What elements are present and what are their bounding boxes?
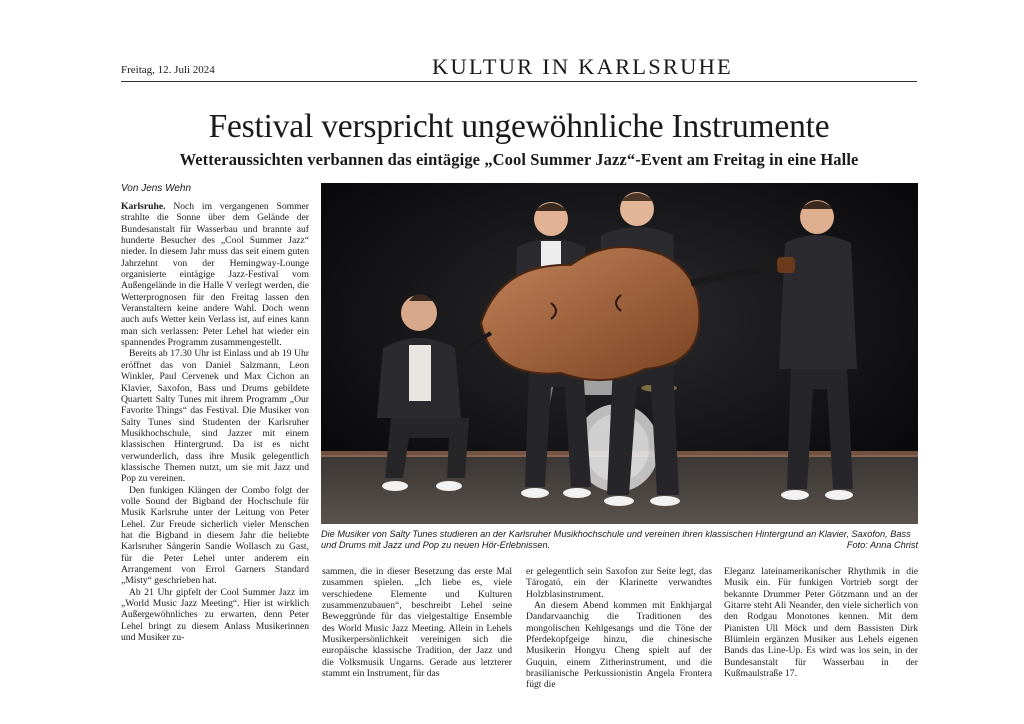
band-photo <box>321 183 918 524</box>
paragraph: Ab 21 Uhr gipfelt der Cool Summer Jazz im „World Music Jazz Meeting“. Hier ist wirklich Außergewöhnliches zu erwarten, denn Peter Lehel bringt zu diesem Anlass Musikerinnen und Musiker zu- <box>121 586 309 644</box>
paragraph: Den funkigen Klängen der Combo folgt der volle Sound der Bigband der Hochschule für Musik Karlsruhe unter der Leitung von Peter Lehel. Zur Freude sicherlich vieler Menschen hat die Bigband in diesem Jahr die beliebte Karlsruher Sängerin Sandie Wollasch zu Gast, für die Peter Lehel unter anderem ein Arrangement von Errol Garners Standard „Misty“ geschrieben hat. <box>121 484 309 587</box>
caption-text: Die Musiker von Salty Tunes studieren an der Karlsruher Musikhochschule und vereinen ihren klassischen Hintergrund an Klavier, Saxofon, Bass und Drums mit Jazz und Pop zu neuen Hör-Erlebnissen. <box>321 529 911 550</box>
photo-credit: Foto: Anna Christ <box>846 540 918 550</box>
article-column-3 <box>526 566 712 696</box>
dateline: Karlsruhe. <box>121 201 166 212</box>
article-column-4 <box>724 566 918 696</box>
band-photo-illustration <box>321 183 918 524</box>
headline: Festival verspricht ungewöhnliche Instrumente <box>208 108 830 145</box>
paragraph: er gelegentlich sein Saxofon zur Seite legt, das Tárogató, ein der Klarinette verwandtes Holzblasinstrument. <box>526 566 712 600</box>
photo-caption <box>321 529 918 551</box>
paragraph: An diesem Abend kommen mit Enkhjargal Dandarvaanchig die Traditionen des mongolischen Kehlgesangs und die Töne der Pferdekopfgeige hinzu, die chinesische Musikerin Hongyu Cheng spielt auf der Guquin, einem Zitherinstrument, und die brasilianische Perkussionistin Angela Frontera fügt die <box>526 600 712 691</box>
paragraph: sammen, die in dieser Besetzung das erste Mal zusammen spielen. „Ich liebe es, viele verschiedene Elemente und Kulturen zusammenzubauen“, beschreibt Lehel seine Beweggründe für das vielgestaltige Ensemble des World Music Jazz Meeting. Allein in Lehels Musikerpersönlichkeit vereinigen sich die europäische klassische Tradition, der Jazz und die Volksmusik Ungarns. Gerade aus letzterer stammt ein Instrument, für das <box>322 566 512 680</box>
article-column-2 <box>322 566 512 696</box>
issue-date: Freitag, 12. Juli 2024 <box>121 64 215 76</box>
paragraph <box>121 201 309 348</box>
section-title: KULTUR IN KARLSRUHE <box>432 54 733 79</box>
paragraph: Eleganz lateinamerikanischer Rhythmik in die Musik ein. Für funkigen Vortrieb sorgt der bekannte Drummer Peter Götzmann und an der Gitarre steht Ali Neander, den viele sicherlich von den Rodgau Monotones kennen. Mit dem Pianisten Ull Möck und dem Bassisten Dirk Blümlein ergänzen Musiker aus Lehels eigenen Bands das Line-Up. Es wird was los sein, in der Bundesanstalt für Wasserbau in der Kußmaulstraße 17. <box>724 566 918 680</box>
byline: Von Jens Wehn <box>121 183 192 194</box>
paragraph-text: Noch im vergangenen Sommer strahlte die Sonne über dem Gelände der Bundesanstalt für Wasserbau und brannte auf hunderte Besucher des „Cool Summer Jazz“ nieder. In diesem Jahr muss das seit einem guten Jahrzehnt von der Hemingway-Lounge organisierte eintägige Jazz-Festival vom Außengelände in die Halle V verlegt werden, die Wetterprognosen für den Freitag lassen den Veranstaltern keine andere Wahl. Doch wenn auch aufs Wetter kein Verlass ist, auf eines kann man sich verlassen: Peter Lehel hat wieder ein spannendes Programm zusammengestellt. <box>121 201 309 349</box>
paragraph: Bereits ab 17.30 Uhr ist Einlass und ab 19 Uhr eröffnet das von Daniel Salzmann, Leon Winkler, Paul Cervenek und Max Cichon an Klavier, Saxofon, Bass und Drums gebildete Quartett Salty Tunes mit ihrem Programm „Our Favorite Things“ das Festival. Die Musiker von Salty Tunes sind Studenten der Karlsruher Musikhochschule, sind Jazzer mit einem klassischen Hintergrund. Da ist es nicht verwunderlich, dass ihre Musik gelegentlich klassische Themen nutzt, um sie mit Jazz und Pop zu vereinen. <box>121 348 309 485</box>
header-rule <box>121 81 917 82</box>
article-column-1 <box>121 201 309 699</box>
subheadline: Wetteraussichten verbannen das eintägige „Cool Summer Jazz“-Event am Freitag in eine Halle <box>179 150 859 169</box>
